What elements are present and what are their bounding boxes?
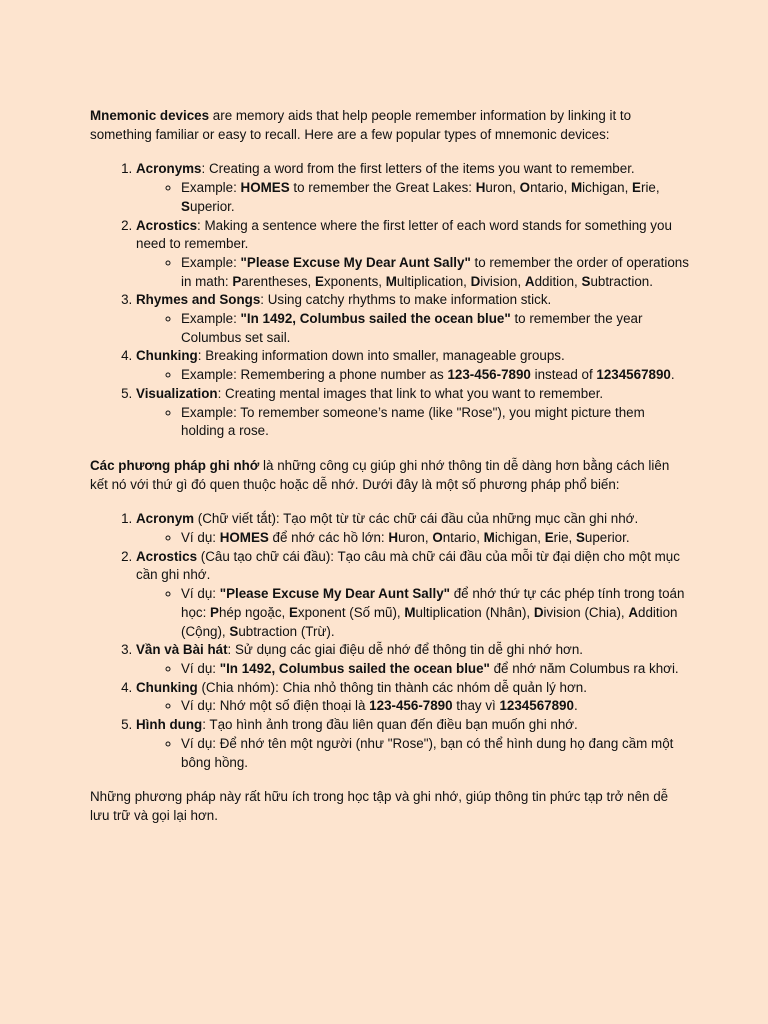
bold-text: A (628, 604, 639, 620)
bold-text: M (571, 180, 583, 196)
bold-text: Rhymes and Songs (136, 292, 261, 308)
bold-text: O (432, 530, 443, 546)
text-run: rie, (640, 180, 660, 196)
text-run: Example: To remember someone’s name (like "Rose"), you might picture them holding a rose. (181, 404, 645, 439)
text-run: (Chia nhóm): Chia nhỏ thông tin thành các nhóm dễ quản lý hơn. (197, 679, 587, 695)
list-item (136, 548, 690, 642)
bold-text: O (519, 180, 531, 196)
item-text (136, 680, 587, 695)
item-text (136, 549, 680, 583)
list-item (136, 679, 690, 716)
text-run: ultiplication (Nhân), (415, 604, 534, 620)
text-run: : Creating mental images that link to what you want to remember. (217, 385, 604, 401)
example-item (181, 735, 690, 772)
list-item (136, 641, 690, 678)
text-run: hép ngoặc, (218, 604, 289, 620)
text-run: arentheses, (241, 273, 315, 289)
bold-text: P (210, 604, 219, 620)
bold-text: S (581, 273, 591, 289)
bold-text: H (388, 530, 399, 546)
item-text (136, 161, 635, 176)
text-run: là những công cụ giúp ghi nhớ thông tin dễ dàng hơn bằng cách liên kết nó với thứ gì đó quen thuộc hoặc dễ nhớ. Dưới đây là một số phương pháp phổ biến: (90, 457, 670, 492)
list-item (136, 347, 690, 384)
text-run: : Using catchy rhythms to make information stick. (260, 292, 552, 308)
text-run: Ví dụ: Để nhớ tên một người (như "Rose"), bạn có thể hình dung họ đang cầm một bông hồng. (181, 735, 674, 770)
example-item (181, 404, 690, 441)
text-run: để nhớ năm Columbus ra khơi. (489, 660, 679, 676)
english-mnemonic-list (90, 160, 690, 441)
text-run: ivision, (480, 273, 525, 289)
bold-text: E (632, 180, 641, 196)
text-run: xponent (Số mũ), (297, 604, 405, 620)
document-body (90, 107, 690, 842)
bold-text: Chunking (136, 348, 198, 364)
sub-list (136, 697, 690, 716)
text-run: để nhớ các hồ lớn: (268, 530, 389, 546)
english-intro (90, 107, 690, 144)
text-run: Ví dụ: (181, 660, 220, 676)
bold-text: "In 1492, Columbus sailed the ocean blue" (240, 311, 511, 327)
text-run: Ví dụ: Nhớ một số điện thoại là (181, 698, 370, 714)
bold-text: Các phương pháp ghi nhớ (90, 457, 260, 473)
text-run: để nhớ thứ tự các phép tính trong toán học: (181, 586, 685, 620)
text-run: ichigan, (494, 530, 545, 546)
text-run: : Sử dụng các giai điệu dễ nhớ để thông tin dễ ghi nhớ hơn. (227, 642, 583, 658)
text-run: Ví dụ: (181, 586, 220, 602)
example-item (181, 697, 690, 716)
text-run: to remember the Great Lakes: (289, 180, 476, 196)
text-run: . (670, 367, 675, 383)
list-item (136, 510, 690, 547)
bold-text: E (315, 273, 324, 289)
bold-text: M (385, 273, 397, 289)
bold-text: S (575, 530, 585, 546)
text-run: are memory aids that help people remember information by linking it to something familiar or easy to recall. Here are a few popular types of mnemonic devices: (90, 108, 632, 142)
text-run: (Câu tạo chữ cái đầu): Tạo câu mà chữ cái đầu của mỗi từ đại diện cho một mục cần ghi nhớ. (136, 548, 680, 583)
bold-text: M (483, 530, 495, 546)
bold-text: HOMES (240, 180, 290, 196)
item-text (136, 511, 638, 526)
text-run: : Tạo hình ảnh trong đầu liên quan đến điều bạn muốn ghi nhớ. (202, 717, 578, 733)
sub-list (136, 254, 690, 291)
bold-text: Acronym (136, 511, 195, 527)
text-run: Example: (181, 311, 241, 327)
bold-text: "Please Excuse My Dear Aunt Sally" (219, 586, 450, 602)
bold-text: 1234567890 (596, 367, 671, 383)
text-run: uron, (485, 180, 520, 196)
bold-text: "In 1492, Columbus sailed the ocean blue" (219, 660, 490, 676)
list-item (136, 385, 690, 441)
text-run: ivision (Chia), (543, 604, 629, 620)
bold-text: Chunking (136, 679, 198, 695)
bold-text: Acrostics (136, 548, 198, 564)
text-run: rie, (553, 530, 576, 546)
list-item (136, 716, 690, 772)
list-item (136, 291, 690, 347)
item-text (136, 386, 603, 401)
text-run: Ví dụ: (181, 530, 220, 546)
text-run: : Creating a word from the first letters of the items you want to remember. (201, 161, 635, 177)
example-item (181, 310, 690, 347)
sub-list (136, 585, 690, 641)
example-item (181, 529, 690, 548)
text-run: ichigan, (582, 180, 633, 196)
text-run: ddition (Cộng), (181, 604, 678, 639)
vietnamese-intro (90, 457, 690, 494)
text-run: thay vì (452, 698, 500, 714)
sub-list (136, 179, 690, 216)
text-run: Example: Remembering a phone number as (181, 367, 448, 383)
bold-text: 123-456-7890 (369, 698, 453, 714)
text-run: . (573, 698, 578, 714)
text-run: uperior. (189, 198, 235, 214)
bold-text: 1234567890 (499, 698, 574, 714)
text-run: to remember the order of operations in math: (181, 254, 689, 289)
bold-text: Hình dung (136, 717, 203, 733)
bold-text: Acrostics (136, 217, 198, 233)
text-run: Những phương pháp này rất hữu ích trong học tập và ghi nhớ, giúp thông tin phức tạp trở nên dễ lưu trữ và gọi lại hơn. (90, 789, 669, 823)
bold-text: Acronyms (136, 161, 202, 177)
bold-text: Visualization (136, 385, 218, 401)
sub-list (136, 735, 690, 772)
bold-text: S (229, 623, 239, 639)
text-run: Example: (181, 180, 241, 196)
vietnamese-outro (90, 788, 690, 825)
bold-text: E (544, 530, 554, 546)
text-run: Example: (181, 254, 241, 270)
bold-text: "Please Excuse My Dear Aunt Sally" (240, 254, 471, 270)
text-run: uperior. (584, 530, 630, 546)
example-item (181, 366, 690, 385)
item-text (136, 348, 565, 363)
item-text (136, 292, 551, 307)
bold-text: 123-456-7890 (447, 367, 531, 383)
bold-text: M (404, 604, 416, 620)
bold-text: D (470, 273, 481, 289)
text-run: (Chữ viết tắt): Tạo một từ từ các chữ cái đầu của những mục cần ghi nhớ. (194, 511, 639, 527)
text-run: ddition, (534, 273, 582, 289)
example-item (181, 660, 690, 679)
example-item (181, 585, 690, 641)
bold-text: HOMES (219, 530, 269, 546)
text-run: xponents, (323, 273, 386, 289)
item-text (136, 218, 672, 252)
bold-text: H (475, 180, 486, 196)
example-item (181, 179, 690, 216)
list-item (136, 160, 690, 216)
text-run: uron, (398, 530, 433, 546)
list-item (136, 217, 690, 292)
vietnamese-mnemonic-list (90, 510, 690, 772)
sub-list (136, 310, 690, 347)
text-run: ubtraction (Trừ). (238, 623, 335, 639)
bold-text: Mnemonic devices (90, 108, 210, 123)
bold-text: S (181, 198, 190, 214)
item-text (136, 642, 583, 657)
text-run: instead of (530, 367, 597, 383)
text-run: ultiplication, (396, 273, 471, 289)
text-run: ntario, (530, 180, 572, 196)
sub-list (136, 366, 690, 385)
example-item (181, 254, 690, 291)
item-text (136, 717, 578, 732)
bold-text: P (232, 273, 242, 289)
text-run: ubtraction. (590, 273, 653, 289)
sub-list (136, 660, 690, 679)
sub-list (136, 529, 690, 548)
text-run: to remember the year Columbus set sail. (181, 311, 643, 345)
bold-text: Vần và Bài hát (136, 642, 228, 658)
sub-list (136, 404, 690, 441)
text-run: : Breaking information down into smaller, manageable groups. (197, 348, 565, 364)
bold-text: D (533, 604, 544, 620)
text-run: : Making a sentence where the first letter of each word stands for something you need to remember. (136, 217, 672, 252)
text-run: ntario, (442, 530, 484, 546)
bold-text: E (288, 604, 298, 620)
bold-text: A (524, 273, 535, 289)
